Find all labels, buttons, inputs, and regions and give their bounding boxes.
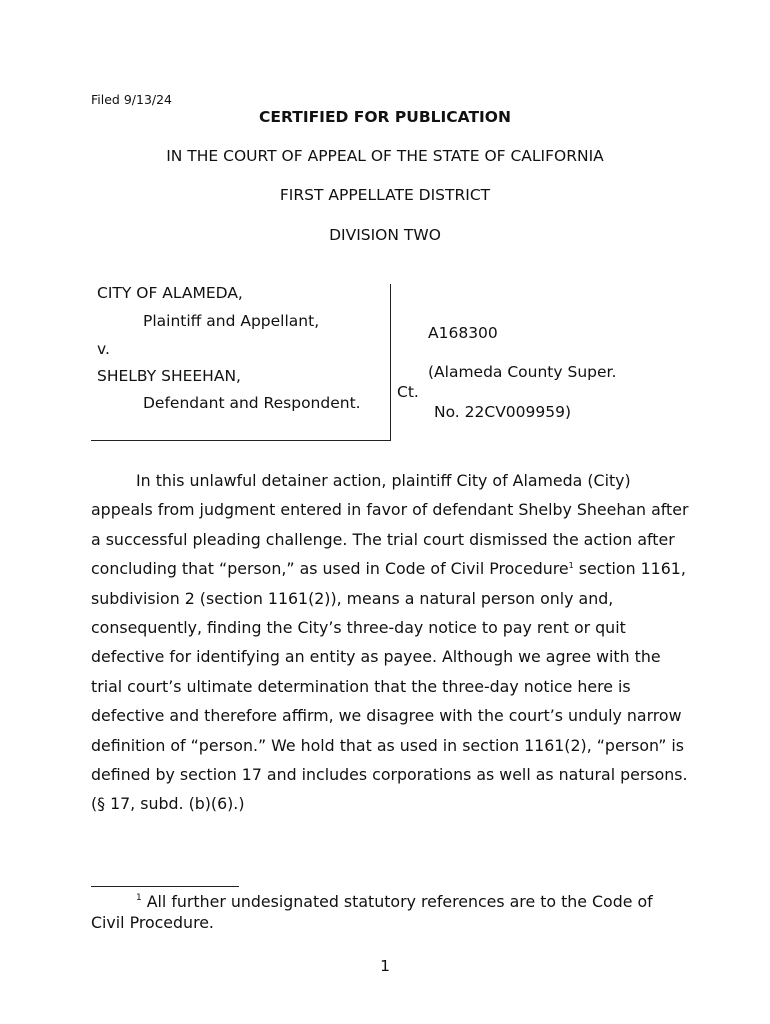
footnote-separator — [91, 886, 239, 887]
caption-vertical-rule — [390, 284, 391, 441]
footnote-number: 1 — [136, 893, 142, 903]
defendant-name: SHELBY SHEEHAN, — [97, 367, 241, 385]
defendant-role: Defendant and Respondent. — [143, 394, 361, 412]
certified-heading: CERTIFIED FOR PUBLICATION — [259, 108, 511, 126]
footnote — [91, 891, 691, 933]
case-number: A168300 — [428, 324, 498, 342]
versus-label: v. — [97, 340, 110, 358]
plaintiff-name: CITY OF ALAMEDA, — [97, 284, 243, 302]
opinion-body — [91, 466, 691, 819]
superior-court-line2: Ct. — [397, 383, 419, 401]
division-heading: DIVISION TWO — [329, 226, 441, 244]
caption-horizontal-rule — [91, 440, 391, 441]
page-number: 1 — [380, 957, 390, 975]
court-heading: IN THE COURT OF APPEAL OF THE STATE OF CALIFORNIA — [166, 147, 604, 165]
footnote-text: All further undesignated statutory references are to the Code of Civil Procedure. — [91, 892, 653, 932]
opening-paragraph — [91, 466, 691, 819]
district-heading: FIRST APPELLATE DISTRICT — [279, 186, 491, 204]
plaintiff-role: Plaintiff and Appellant, — [143, 312, 320, 330]
paragraph-text-part2: section 1161, subdivision 2 (section 1161(2)), means a natural person only and, consequently, finding the City’s three-day notice to pay rent or quit defective for identifying an entity as payee. Although we agree with the trial court’s ultimate determination that the three-day notice here is defective and therefore affirm, we disagree with the court’s unduly narrow definition of “person.” We hold that as used in section 1161(2), “person” is defined by section 17 and includes corporations as well as natural persons. (§ 17, subd. (b)(6).) — [91, 559, 688, 814]
superior-court-number: No. 22CV009959) — [434, 403, 572, 421]
paragraph-text-part1: In this unlawful detainer action, plaintiff City of Alameda (City) appeals from judgment entered in favor of defendant Shelby Sheehan after a successful pleading challenge. The trial court dismissed the action after concluding that “person,” as used in Code of Civil Procedure — [91, 471, 689, 579]
superior-court-line1: (Alameda County Super. — [428, 363, 617, 381]
footnote-reference[interactable]: 1 — [568, 561, 574, 571]
filed-date: Filed 9/13/24 — [91, 92, 173, 107]
